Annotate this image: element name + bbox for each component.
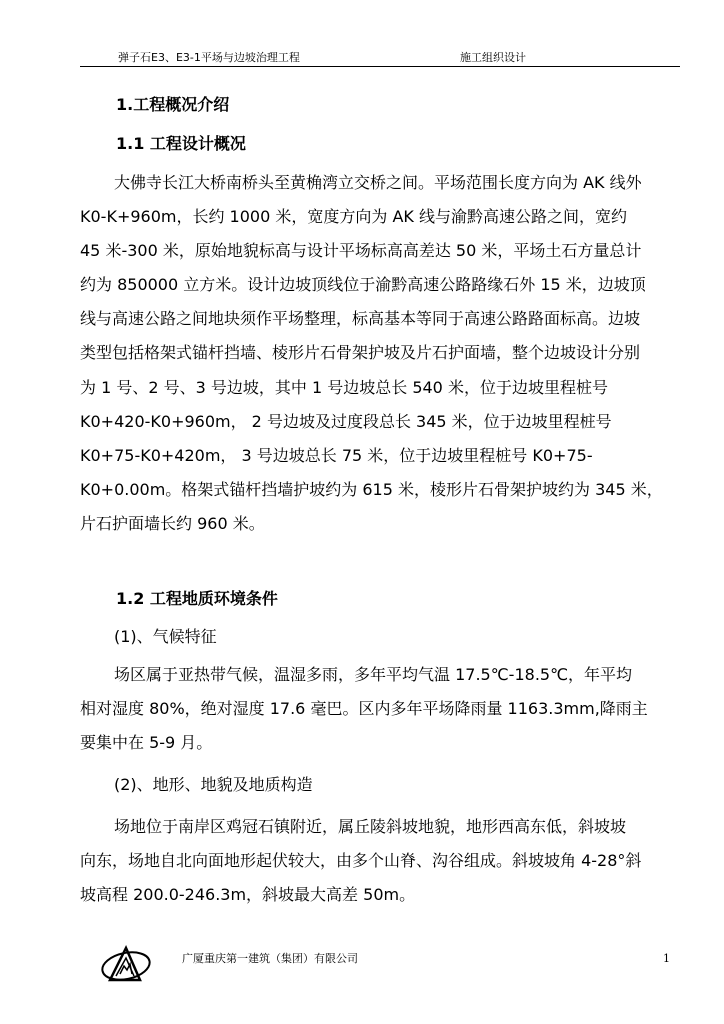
design-line: 片石护面墙长约 960 米。 — [80, 513, 265, 533]
terrain-line: 场地位于南岸区鸡冠石镇附近，属丘陵斜坡地貌，地形西高东低，斜坡坡 — [114, 817, 627, 836]
climate-line: 要集中在 5-9 月。 — [80, 733, 213, 753]
design-line: 线与高速公路之间地块须作平场整理，标高基本等同于高速公路路面标高。边坡 — [80, 309, 641, 329]
design-line: K0+75-K0+420m， 3 号边坡总长 75 米，位于边坡里程桩号 K0+75- — [80, 445, 593, 465]
design-line: 为 1 号、2 号、3 号边坡，其中 1 号边坡总长 540 米，位于边坡里程桩号 — [80, 377, 608, 397]
section-heading-1: 1.工程概况介绍 — [116, 95, 230, 114]
header-doc-type: 施工组织设计 — [460, 51, 526, 64]
header-project-title: 弹子石E3、E3-1平场与边坡治理工程 — [118, 51, 300, 64]
section-heading-1-1: 1.1 工程设计概况 — [116, 134, 246, 153]
design-line: K0+0.00m。格架式锚杆挡墙护坡约为 615 米，棱形片石骨架护坡约为 345 米， — [80, 479, 663, 499]
design-line: 45 米-300 米，原始地貌标高与设计平场标高高差达 50 米，平场土石方量总计 — [80, 241, 642, 261]
terrain-line: 坡高程 200.0-246.3m，斜坡最大高差 50m。 — [80, 885, 416, 905]
design-line: K0+420-K0+960m， 2 号边坡及过度段总长 345 米，位于边坡里程桩号 — [80, 411, 612, 431]
terrain-paragraph — [80, 810, 674, 912]
climate-line: 场区属于亚热带气候，温湿多雨，多年平均气温 17.5℃-18.5℃，年平均 — [114, 665, 633, 684]
climate-subheading: (1)、气候特征 — [114, 627, 217, 646]
page-number: 1 — [663, 952, 670, 965]
page-footer — [80, 940, 680, 1000]
design-overview-paragraph — [80, 166, 674, 541]
climate-paragraph — [80, 658, 674, 760]
climate-line: 相对湿度 80%，绝对湿度 17.6 毫巴。区内多年平场降雨量 1163.3mm,降雨主 — [80, 699, 648, 719]
page-header — [80, 52, 680, 67]
terrain-line: 向东，场地自北向面地形起伏较大，由多个山脊、沟谷组成。斜坡坡角 4-28°斜 — [80, 851, 642, 871]
design-line: 类型包括格架式锚杆挡墙、棱形片石骨架护坡及片石护面墙，整个边坡设计分别 — [80, 343, 641, 363]
footer-company-name: 广厦重庆第一建筑（集团）有限公司 — [182, 952, 358, 965]
terrain-subheading: (2)、地形、地貌及地质构造 — [114, 775, 313, 794]
section-heading-1-2: 1.2 工程地质环境条件 — [116, 589, 278, 608]
design-line: 大佛寺长江大桥南桥头至黄桷湾立交桥之间。平场范围长度方向为 AK 线外 — [114, 173, 642, 192]
design-line: 约为 850000 立方米。设计边坡顶线位于渝黔高速公路路缘石外 15 米，边坡顶 — [80, 275, 646, 295]
design-line: K0-K+960m，长约 1000 米，宽度方向为 AK 线与渝黔高速公路之间，宽约 — [80, 207, 627, 227]
company-logo-icon — [96, 942, 152, 986]
